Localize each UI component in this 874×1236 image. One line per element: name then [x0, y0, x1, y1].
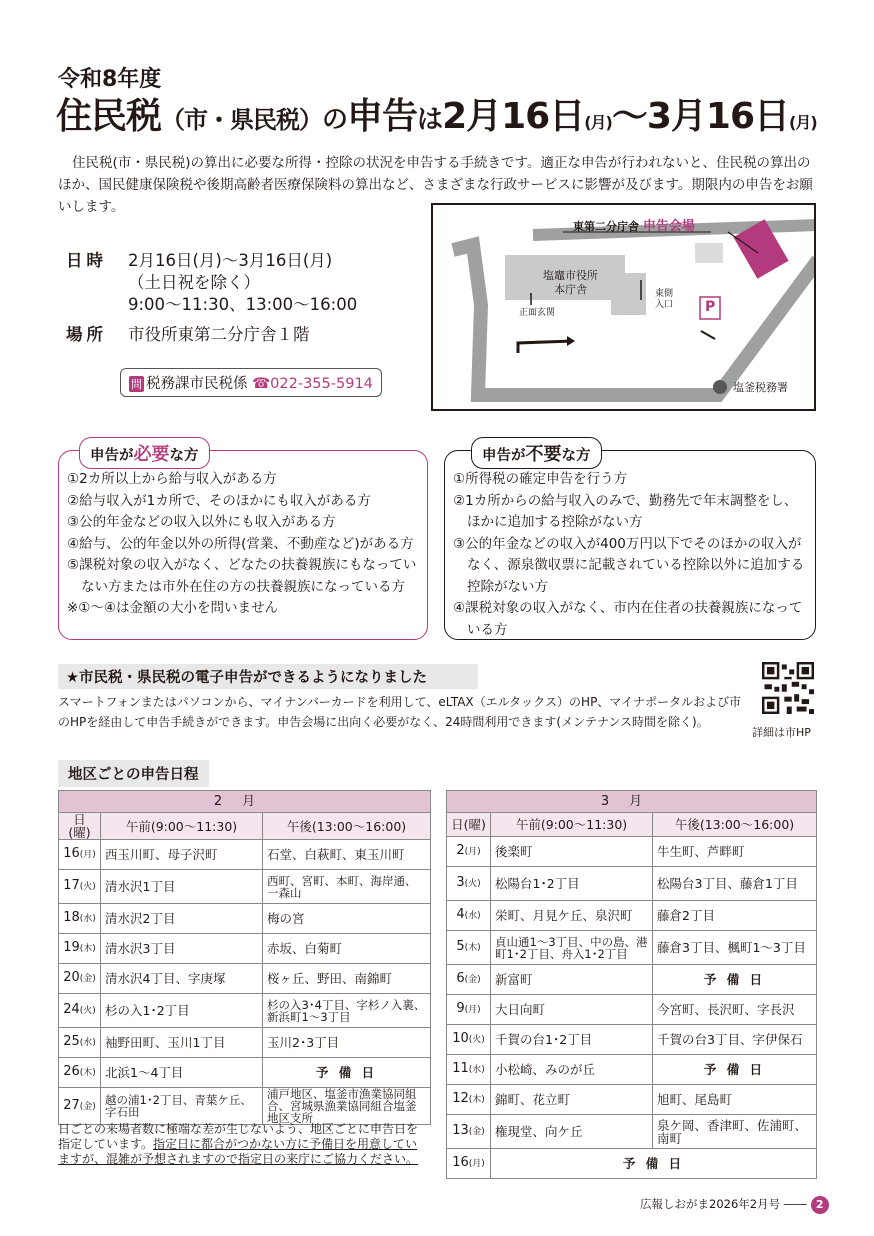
am-cell: 清水沢4丁目、字庚塚 [101, 964, 263, 994]
day-cell: 20(金) [59, 964, 101, 994]
am-cell: 後楽町 [491, 837, 653, 867]
east-entrance-label: 東側 入口 [655, 289, 674, 310]
venue-label: 東第二分庁舎 申告会場 [573, 219, 695, 234]
table-row [59, 934, 431, 964]
parking-icon: P [705, 299, 716, 315]
col-day: 日(曜) [59, 813, 101, 840]
list-item: ①所得税の確定申告を行う方 [453, 471, 628, 487]
am-cell: 新富町 [491, 965, 653, 995]
list-item: ②給与収入が1カ所で、そのほかにも収入がある方 [67, 492, 371, 509]
pm-cell: 玉川2･3丁目 [263, 1028, 431, 1058]
route-arrow [518, 341, 573, 353]
pm-cell: 西町、宮町、本町、海岸通、一森山 [263, 870, 431, 904]
day-cell: 17(火) [59, 870, 101, 904]
am-cell: 西玉川町、母子沢町 [101, 840, 263, 870]
place-value: 市役所東第二分庁舎１階 [128, 325, 310, 344]
day-cell: 10(火) [447, 1025, 491, 1055]
list-item: ④給与、公的年金以外の所得(営業、不動産など)がある方 [67, 535, 414, 552]
reserve-cell: 予 備 日 [653, 1055, 817, 1085]
am-cell: 北浜1～4丁目 [101, 1058, 263, 1088]
am-cell: 貞山通1～3丁目、中の島、港町1･2丁目、舟入1･2丁目 [491, 931, 653, 965]
day-cell: 9(月) [447, 995, 491, 1025]
reserve-cell: 予 備 日 [653, 965, 817, 995]
day-cell: 26(木) [59, 1058, 101, 1088]
day-cell: 2(月) [447, 837, 491, 867]
intro-text: 住民税(市・県民税)の算出に必要な所得・控除の状況を申告する手続きです。適正な申告が行われないと、住民税の算出のほか、国民健康保険税や後期高齢者医療保険料の算出など、さまざまな行政サービスに影響が及びます。期限内の申告をお願いします。 [58, 155, 813, 215]
table-row [59, 904, 431, 934]
am-cell: 清水沢2丁目 [101, 904, 263, 934]
table-row [447, 965, 817, 995]
am-cell: 栄町、月見ケ丘、泉沢町 [491, 901, 653, 931]
am-cell: 袖野田町、玉川1丁目 [101, 1028, 263, 1058]
pm-cell: 今宮町、長沢町、字長沢 [653, 995, 817, 1025]
pm-cell: 赤坂、白菊町 [263, 934, 431, 964]
am-cell: 千賀の台1･2丁目 [491, 1025, 653, 1055]
fiscal-year: 令和8年度 [58, 67, 162, 92]
table-row [447, 1149, 817, 1179]
filing-not-required-heading: 申告が不要な方 [471, 437, 602, 469]
col-pm: 午後(13:00～16:00) [653, 813, 817, 837]
am-cell: 清水沢1丁目 [101, 870, 263, 904]
table-row [447, 901, 817, 931]
day-cell: 4(水) [447, 901, 491, 931]
date-label: 日時 [66, 251, 107, 270]
qr-code-icon[interactable] [762, 662, 814, 714]
e-filing-heading: ★市民税・県民税の電子申告ができるようになりました [58, 664, 478, 689]
time-range: 9:00～11:30、13:00～16:00 [128, 295, 358, 314]
info-block [66, 250, 357, 354]
am-cell: 大日向町 [491, 995, 653, 1025]
schedule-heading: 地区ごとの申告日程 [58, 760, 209, 787]
pm-cell: 牛生町、芦畔町 [653, 837, 817, 867]
day-cell: 19(木) [59, 934, 101, 964]
table-row [59, 1058, 431, 1088]
table-row [59, 840, 431, 870]
day-cell: 18(水) [59, 904, 101, 934]
pm-cell: 泉ケ岡、香津町、佐浦町、南町 [653, 1115, 817, 1149]
table-row [447, 837, 817, 867]
col-day: 日(曜) [447, 813, 491, 837]
e-filing-text: スマートフォンまたはパソコンから、マイナンバーカードを利用して、eLTAX（エルタックス）のHP、マイナポータルおよび市のHPを経由して申告手続きができます。申告会場に出向く必要がなく、24時間利用できます(メンテナンス時間を除く)。 [58, 695, 742, 729]
table-row [59, 1088, 431, 1125]
date-exclusion: （土日祝を除く） [128, 273, 260, 292]
day-cell: 3(火) [447, 867, 491, 901]
cityhall-label: 塩竈市役所 本庁舎 [543, 269, 598, 296]
day-cell: 6(金) [447, 965, 491, 995]
table-row [447, 1025, 817, 1055]
table-row [447, 1085, 817, 1115]
pm-cell: 藤倉2丁目 [653, 901, 817, 931]
am-cell: 小松崎、みのが丘 [491, 1055, 653, 1085]
filing-required-box [58, 444, 428, 640]
place-label: 場所 [66, 325, 107, 344]
table-row [447, 867, 817, 901]
page-title: 住民税（市・県民税）の申告は2月16日(月)～3月16日(月) [56, 96, 817, 137]
month-header: 3月 [447, 791, 817, 813]
table-row [447, 1115, 817, 1149]
table-row [447, 931, 817, 965]
footer: 広報しおがま2026年2月号 ―― 2 [640, 1196, 829, 1214]
tax-office-label: 塩釜税務署 [733, 381, 788, 394]
filing-not-required-box [444, 444, 816, 640]
pm-cell: 桜ヶ丘、野田、南錦町 [263, 964, 431, 994]
am-cell: 清水沢3丁目 [101, 934, 263, 964]
page-number: 2 [811, 1196, 829, 1214]
inquiry-badge: 問 [131, 378, 142, 391]
list-item: ③公的年金などの収入以外にも収入がある方 [67, 514, 336, 530]
table-row [447, 1055, 817, 1085]
day-cell: 27(金) [59, 1088, 101, 1125]
day-cell: 12(木) [447, 1085, 491, 1115]
small-building [695, 243, 723, 263]
filing-not-required-list [453, 469, 807, 641]
filing-required-list [67, 469, 419, 620]
list-item: ③公的年金などの収入が400万円以下でそのほかの収入がなく、源泉徴収票に記載されている控除以外に追加する控除がない方 [453, 535, 805, 595]
list-item: ※①～④は金額の大小を問いません [67, 600, 279, 616]
reserve-cell: 予 備 日 [491, 1149, 817, 1179]
am-cell: 越の浦1･2丁目、青葉ケ丘、字石田 [101, 1088, 263, 1125]
list-item: ④課税対象の収入がなく、市内在住者の扶養親族になっている方 [453, 600, 803, 638]
col-am: 午前(9:00～11:30) [491, 813, 653, 837]
pm-cell: 千賀の台3丁目、字伊保石 [653, 1025, 817, 1055]
am-cell: 錦町、花立町 [491, 1085, 653, 1115]
reserve-cell: 予 備 日 [263, 1058, 431, 1088]
pm-cell: 梅の宮 [263, 904, 431, 934]
day-cell: 11(水) [447, 1055, 491, 1085]
day-cell: 16(月) [447, 1149, 491, 1179]
table-row [447, 995, 817, 1025]
table-row [59, 994, 431, 1028]
day-cell: 24(火) [59, 994, 101, 1028]
route-arrow [701, 331, 715, 339]
venue-map [431, 203, 816, 411]
col-am: 午前(9:00～11:30) [101, 813, 263, 840]
table-row [59, 964, 431, 994]
month-header: 2月 [59, 791, 431, 813]
table-row [59, 1028, 431, 1058]
feb-schedule-table [58, 790, 431, 1125]
day-cell: 5(木) [447, 931, 491, 965]
list-item: ⑤課税対象の収入がなく、どなたの扶養親族にもなっていない方または市外在住の方の扶養親族になっている方 [67, 557, 417, 595]
col-pm: 午後(13:00～16:00) [263, 813, 431, 840]
route-arrowhead [567, 336, 575, 346]
mar-schedule-table [446, 790, 817, 1179]
tax-office-dot [713, 380, 727, 394]
contact-box [120, 368, 382, 397]
list-item: ①2カ所以上から給与収入がある方 [67, 471, 277, 487]
table-row [59, 870, 431, 904]
pm-cell: 石堂、白萩町、東玉川町 [263, 840, 431, 870]
filing-required-heading: 申告が必要な方 [79, 437, 210, 469]
pm-cell: 藤倉3丁目、楓町1～3丁目 [653, 931, 817, 965]
am-cell: 権現堂、向ケ丘 [491, 1115, 653, 1149]
day-cell: 13(金) [447, 1115, 491, 1149]
pm-cell: 杉の入3･4丁目、字杉ノ入裏、新浜町1～3丁目 [263, 994, 431, 1028]
pm-cell: 浦戸地区、塩釜市漁業協同組合、宮城県漁業協同組合塩釜地区支所 [263, 1088, 431, 1125]
day-cell: 25(水) [59, 1028, 101, 1058]
contact-dept: 税務課市民税係 [146, 376, 248, 392]
am-cell: 杉の入1･2丁目 [101, 994, 263, 1028]
pm-cell: 松陽台3丁目、藤倉1丁目 [653, 867, 817, 901]
front-entrance-label: 正面玄関 [519, 308, 556, 318]
contact-tel[interactable]: ☎022-355-5914 [252, 376, 373, 392]
am-cell: 松陽台1･2丁目 [491, 867, 653, 901]
schedule-note: 日ごとの来場者数に極端な差が生じないよう、地区ごとに申告日を指定しています。指定日に都合がつかない方に予備日を用意していますが、混雑が予想されますので指定日の来庁にご協力ください。 [58, 1122, 419, 1166]
date-range: 2月16日(月)～3月16日(月) [128, 251, 333, 270]
pm-cell: 旭町、尾島町 [653, 1085, 817, 1115]
day-cell: 16(月) [59, 840, 101, 870]
qr-label: 詳細は市HP [752, 726, 811, 739]
list-item: ②1カ所からの給与収入のみで、勤務先で年末調整をし、ほかに追加する控除がない方 [453, 492, 798, 530]
